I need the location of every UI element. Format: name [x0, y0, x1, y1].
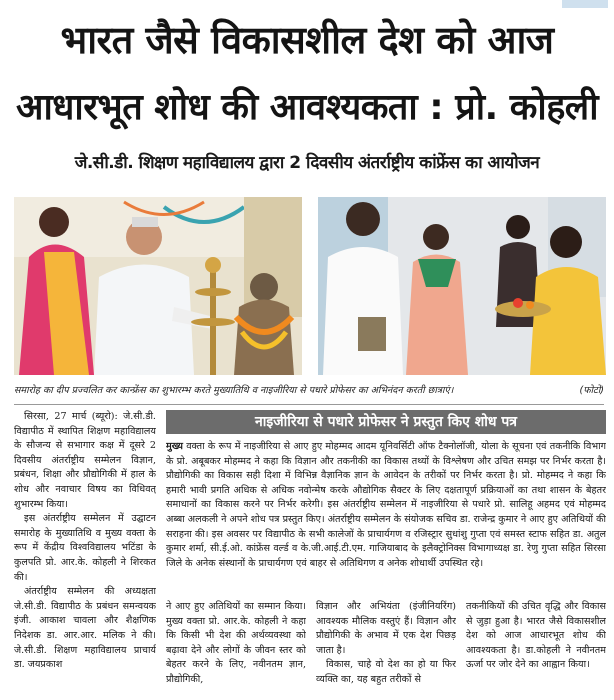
corner-tag [562, 0, 608, 8]
bottom-col2-text-b: विकास, चाहे वो देश का हो या फिर व्यक्ति का, यह बहुत तरीकों से [316, 659, 456, 685]
bottom-column-3 [466, 600, 606, 700]
wide-lead: मुख्य [166, 441, 183, 452]
bottom-column-1 [166, 600, 306, 700]
left-para-3: अंतर्राष्ट्रीय सम्मेलन की अध्यक्षता जे.सी.डी. विद्यापीठ के प्रबंधन समन्वयक इंजी. आकाश चावला और शैक्षणिक निदेशक डा. आर.आर. मलिक ने की। जे.सी.डी. शिक्षण महाविद्यालय प्राचार्य डा. जयप्रकाश [14, 586, 156, 671]
caption-divider [14, 404, 604, 405]
headline-line-2: आधारभूत शोध की आवश्यकता : प्रो. कोहली [15, 87, 599, 128]
section-banner: नाइजीरिया से पधारे प्रोफेसर ने प्रस्तुत किए शोध पत्र [166, 410, 606, 434]
bottom-col1-text: ने आए हुए अतिथियों का सम्मान किया। मुख्य वक्ता प्रो. आर.के. कोहली ने कहा कि किसी भी देश की अर्थव्यवस्था को बढ़ावा देने और लोगों के जीवन स्तर को बेहतर करने के लिए, नवीनतम ज्ञान, प्रौद्योगिकी, [166, 601, 306, 685]
photo-lamp-lighting [14, 197, 302, 375]
left-para-2: इस अंतर्राष्ट्रीय सम्मेलन में उद्घाटन समारोह के मुख्यातिथि व मुख्य वक्ता के रूप में केंद्रीय विश्वविद्यालय भटिंडा के कुलपति प्रो. आर.के. कोहली ने शिरकत की। [14, 513, 156, 583]
bottom-col3-text: तकनीकियों की उचित वृद्धि और विकास से जुड़ा हुआ है। भारत जैसे विकासशील देश को आज आधारभूत शोध की आवश्यकता है। डा.कोहली ने नवीनतम ऊर्जा पर जोर देने का आह्वान किया। [466, 601, 606, 671]
wide-paragraph [166, 440, 606, 590]
subheadline: जे.सी.डी. शिक्षण महाविद्यालय द्वारा 2 दिवसीय अंतर्राष्ट्रीय कांफ्रेंस का आयोजन [74, 153, 540, 173]
caption-credit: (फोटो) [579, 385, 604, 396]
bottom-column-2 [316, 600, 456, 700]
caption-text: समारोह का दीप प्रज्वलित कर कान्फ्रेंस का शुभारम्भ करते मुख्यातिथि व नाइजीरिया से पधारे प्रोफेसर का अभिनंदन करती छात्राएं। [14, 385, 454, 396]
wide-body: वक्ता के रूप में नाइजीरिया से आए हुए मोहम्मद आदम यूनिवर्सिटी ऑफ टैक्नोलॉजी, योला के सूचना एवं तकनीकि विभाग के प्रो. अबूबकर मोहम्मद ने कहा कि विज्ञान और तकनीकी का विकास तथ्यों के विश्लेषण और उचित समझ पर निर्भर करता है। प्रौद्योगिकी का विकास सही दिशा में विभिन्न वैज्ञानिक ज्ञान के आवेदन के तरीकों पर निर्भर करता है। प्रो. मोहम्मद ने कहा कि हमारी भावी प्रगति अधिक से अधिक नवोन्मेष करके औद्योगिक सैक्टर के लिए दक्षतापूर्ण प्रक्रियाओं का तथा शासन के बेहतर समाधानों का विकास करने पर निर्भर करेगी। इस अंतर्राष्ट्रीय सम्मेलन में नाइजीरिया से पधारे प्रो. सालिहू अहमद एवं मोहम्मद अब्बा अलकली ने अपने शोध पत्र प्रस्तुत किए। अंतर्राष्ट्रीय सम्मेलन के संयोजक सचिव डा. राजेन्द्र कुमार ने आए हुए अतिथियों की सराहना की। इस अवसर पर विद्यापीठ के सभी कालेजों के प्राचार्यगण व रजिस्ट्रार सुधांशु गुप्ता एवं समस्त स्टाफ सहित डा. अतुल कुमार शर्मा, सी.ई.ओ. कांफ्रेंस वर्ल्ड व के.जी.आई.टी.एम. गाजियाबाद के इलैक्ट्रोनिक्स विभागाध्यक्ष डा. रेणु गुप्ता सहित सिरसा जिले के अनेक संस्थानों के प्राचार्यगण एवं बाहर से अतिथिगण व अनेक शोधार्थी उपस्थित रहे। [166, 441, 606, 569]
headline-line-1: भारत जैसे विकासशील देश को आज [60, 18, 554, 62]
bottom-col2-text-a: विज्ञान और अभियंता (इंजीनियरिंग) आवश्यक मौलिक वस्तुएं हैं। विज्ञान और प्रौद्योगिकी के अभाव में एक देश पिछड़ जाता है। [316, 601, 456, 656]
photo-caption [14, 384, 604, 398]
left-column [14, 410, 156, 700]
left-para-1: सिरसा, 27 मार्च (ब्यूरो): जे.सी.डी. विद्यापीठ में स्थापित शिक्षण महाविद्यालय के सौजन्य से सभागार कक्ष में दूसरे 2 दिवसीय अंतर्राष्ट्रीय सम्मेलन विज्ञान, प्रबंधन, शिक्षा और प्रौद्योगिकी में हाल के शोध और नवाचार विषय का विधिवत् शुभारम्भ किया। [14, 411, 156, 510]
photo-welcoming-professor [318, 197, 606, 375]
